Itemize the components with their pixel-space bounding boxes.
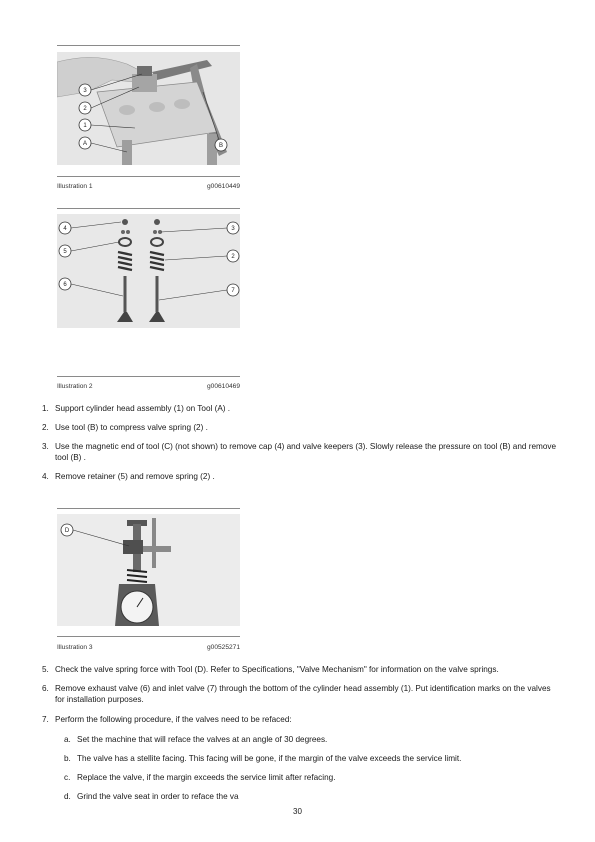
callout-d: D [64, 528, 70, 534]
substep-text: Replace the valve, if the margin exceeds the service limit after refacing. [77, 773, 336, 782]
step-text: Check the valve spring force with Tool (D). Refer to Specifications, "Valve Mechanism" for information on the valve springs. [55, 665, 499, 674]
illustration-3-ref: g00525271 [206, 644, 240, 651]
illustration-2-bottom-rule [57, 376, 240, 377]
illustration-2-image [57, 214, 240, 328]
callout-3: 3 [231, 226, 235, 232]
step-number: 2. [42, 423, 49, 432]
illustration-2-ref: g00610469 [206, 383, 240, 390]
illustration-1-caption [57, 183, 240, 190]
step-number: 4. [42, 472, 49, 481]
substep-text: Grind the valve seat in order to reface the va [77, 792, 239, 801]
step-number: 6. [42, 684, 49, 693]
callout-5: 5 [63, 249, 67, 255]
illustration-1-ref: g00610449 [206, 183, 240, 190]
step-text: Remove exhaust valve (6) and inlet valve (7) through the bottom of the cylinder head assembly (1). Put identification marks on the valves for installation purposes. [55, 684, 551, 704]
step-text: Remove retainer (5) and remove spring (2) . [55, 472, 215, 481]
illustration-3-bottom-rule [57, 636, 240, 637]
step-number: 1. [42, 404, 49, 413]
substep-letter: c. [64, 773, 71, 782]
illustration-3-label: Illustration 3 [57, 644, 93, 651]
callout-6: 6 [63, 282, 67, 288]
step-text: Perform the following procedure, if the valves need to be refaced: [55, 715, 292, 724]
substep-letter: a. [64, 735, 71, 744]
callout-4: 4 [63, 226, 67, 232]
step-text: Use the magnetic end of tool (C) (not shown) to remove cap (4) and valve keepers (3). Slowly release the pressure on tool (B) and remove tool (B) . [55, 442, 557, 462]
substep-text: The valve has a stellite facing. This facing will be gone, if the margin of the valve exceeds the service limit. [77, 754, 462, 763]
illustration-3-caption [57, 644, 240, 651]
callout-1: 1 [83, 123, 87, 129]
illustration-1-label: Illustration 1 [57, 183, 93, 190]
substep-letter: d. [64, 792, 71, 801]
illustration-3-image [57, 514, 240, 626]
callout-b: B [218, 143, 224, 149]
illustration-1-bottom-rule [57, 176, 240, 177]
illustration-1-image [57, 52, 240, 165]
illustration-2-top-rule [57, 208, 240, 209]
step-text: Use tool (B) to compress valve spring (2) . [55, 423, 208, 432]
callout-2: 2 [83, 106, 87, 112]
callout-3: 3 [83, 88, 87, 94]
callout-7: 7 [231, 288, 235, 294]
callout-2: 2 [231, 254, 235, 260]
step-number: 7. [42, 715, 49, 724]
substep-text: Set the machine that will reface the valves at an angle of 30 degrees. [77, 735, 328, 744]
illustration-1-top-rule [57, 45, 240, 46]
illustration-2-caption [57, 383, 240, 390]
illustration-2-label: Illustration 2 [57, 383, 93, 390]
step-text: Support cylinder head assembly (1) on Tool (A) . [55, 404, 231, 413]
callout-a: A [82, 141, 88, 147]
step-number: 5. [42, 665, 49, 674]
page-number: 30 [293, 807, 302, 816]
step-number: 3. [42, 442, 49, 451]
illustration-3-top-rule [57, 508, 240, 509]
substep-letter: b. [64, 754, 71, 763]
